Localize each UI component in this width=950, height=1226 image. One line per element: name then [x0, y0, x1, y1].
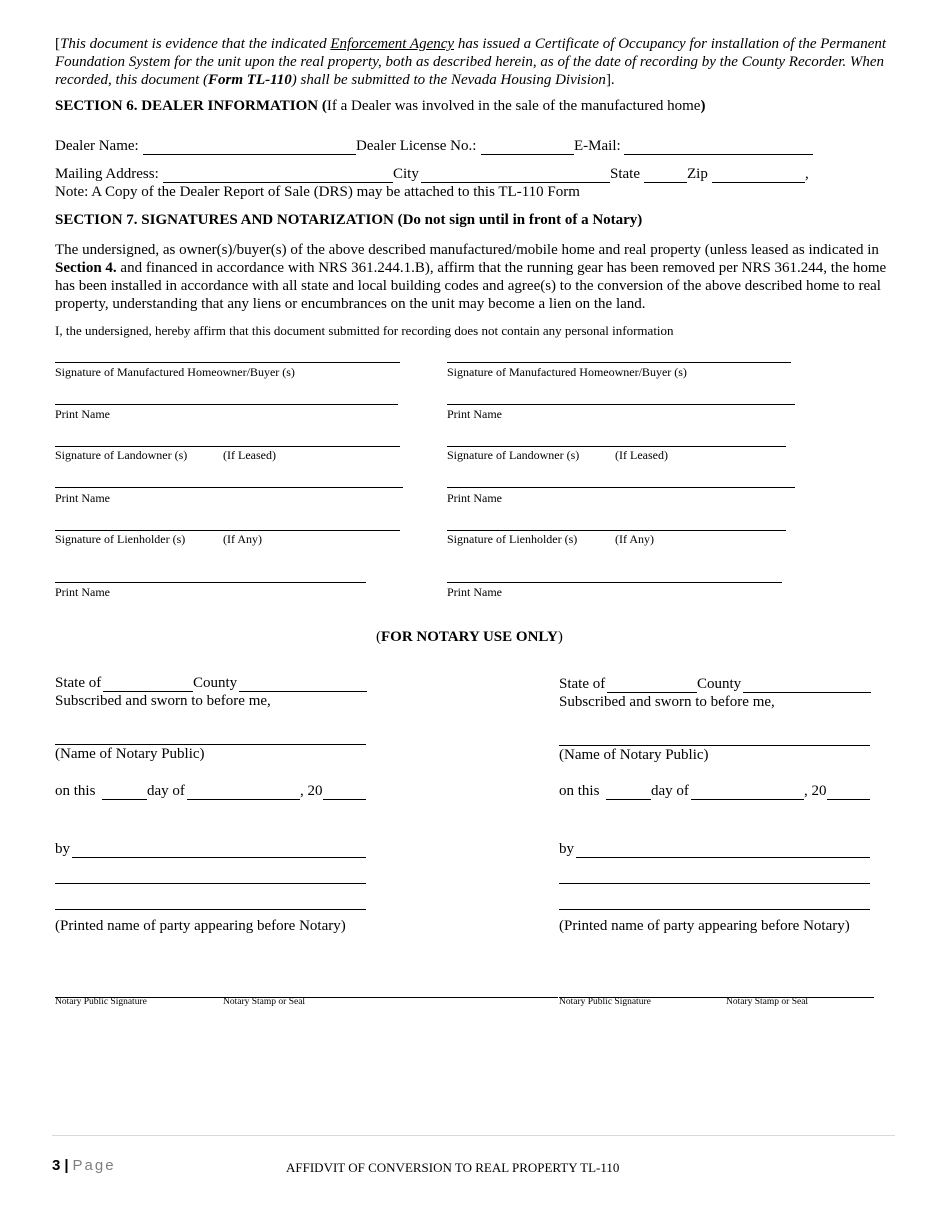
personal-info-affirmation: I, the undersigned, hereby affirm that this document submitted for recording does not contain any personal information — [55, 323, 674, 338]
notary-heading — [376, 629, 563, 646]
lienholder-print-line-right[interactable] — [447, 582, 782, 583]
notary-name-label-right: (Name of Notary Public) — [559, 747, 709, 763]
landowner-print-line-right[interactable] — [447, 487, 795, 488]
homeowner-print-line-left[interactable] — [55, 404, 398, 405]
zip-label: Zip — [687, 166, 708, 182]
homeowner-signature-label-left: Signature of Manufactured Homeowner/Buyer (s) — [55, 365, 295, 379]
year-prefix-left: , 20 — [300, 783, 323, 799]
intro-close-bracket: ]. — [605, 72, 615, 88]
notary-heading-text: FOR NOTARY USE ONLY — [381, 629, 558, 645]
day-of-label-left: day of — [147, 783, 185, 799]
lienholder-signature-line-right[interactable] — [447, 530, 786, 531]
county-label-left: County — [193, 675, 238, 691]
section7-para-a: The undersigned, as owner(s)/buyer(s) of the above described manufactured/mobile home and real property (unless leased as indicated in — [55, 242, 879, 258]
notary-signature-label-left: Notary Public Signature — [55, 997, 147, 1007]
year-prefix-right: , 20 — [804, 783, 827, 799]
homeowner-print-label-left: Print Name — [55, 407, 110, 421]
state-of-label-right: State of — [559, 676, 606, 692]
section4-ref: Section 4. — [55, 260, 117, 276]
state-of-field-right[interactable] — [607, 692, 697, 693]
mailing-address-field[interactable] — [163, 182, 393, 183]
lienholder-print-line-left[interactable] — [55, 582, 366, 583]
section7-paragraph — [55, 241, 900, 313]
notary-stamp-label-right: Notary Stamp or Seal — [726, 997, 809, 1007]
if-leased-label-right: (If Leased) — [615, 448, 668, 462]
landowner-signature-label-left: Signature of Landowner (s) — [55, 448, 188, 462]
intro-text-a: This document is evidence that the indicated — [60, 36, 331, 52]
by-field-left[interactable] — [72, 857, 366, 858]
notary-heading-open: ( — [376, 629, 381, 645]
footer-title: AFFIDVIT OF CONVERSION TO REAL PROPERTY TL-110 — [286, 1160, 620, 1175]
page-number: 3 — [52, 1157, 61, 1174]
footer-rule — [52, 1135, 895, 1136]
zip-field[interactable] — [712, 182, 805, 183]
printed-party-label-right: (Printed name of party appearing before Notary) — [559, 918, 850, 934]
section7-heading: SECTION 7. SIGNATURES AND NOTARIZATION (Do not sign until in front of a Notary) — [55, 212, 643, 228]
landowner-signature-label-right: Signature of Landowner (s) — [447, 448, 580, 462]
homeowner-signature-line-right[interactable] — [447, 362, 791, 363]
dealer-name-label: Dealer Name: — [55, 138, 139, 154]
party-line-2-left[interactable] — [55, 909, 366, 910]
intro-paragraph — [55, 35, 897, 89]
city-label: City — [393, 166, 419, 182]
dealer-license-label: Dealer License No.: — [356, 138, 477, 154]
by-label-right: by — [559, 841, 574, 857]
homeowner-signature-label-right: Signature of Manufactured Homeowner/Buyer (s) — [447, 365, 687, 379]
on-this-label-left: on this — [55, 783, 96, 799]
intro-text-c: ) shall be submitted to the Nevada Housing Division — [291, 72, 606, 88]
county-field-left[interactable] — [239, 691, 367, 692]
lienholder-signature-label-right: Signature of Lienholder (s) — [447, 532, 578, 546]
section6-subtitle: If a Dealer was involved in the sale of the manufactured home — [326, 98, 701, 114]
notary-stamp-label-left: Notary Stamp or Seal — [223, 997, 306, 1007]
email-field[interactable] — [624, 154, 813, 155]
state-of-field-left[interactable] — [103, 691, 193, 692]
section7-para-b: and financed in accordance with NRS 361.244.1.B), affirm that the running gear has been removed per NRS 361.244, the home has been installed in accordance with all state and local building codes and agree(s) to the conversion of the above described home to real property, understanding that any liens or encumbrances on the unit may become a lien on the land. — [55, 260, 887, 312]
intro-open-bracket: [ — [55, 36, 60, 52]
by-label-left: by — [55, 841, 70, 857]
section6-close-paren: ) — [700, 98, 706, 114]
day-field-left[interactable] — [102, 799, 147, 800]
by-field-right[interactable] — [576, 857, 870, 858]
landowner-signature-line-right[interactable] — [447, 446, 786, 447]
notary-name-line-left[interactable] — [55, 744, 366, 745]
county-field-right[interactable] — [743, 692, 871, 693]
homeowner-print-label-right: Print Name — [447, 407, 502, 421]
drs-note: Note: A Copy of the Dealer Report of Sale (DRS) may be attached to this TL-110 Form — [55, 184, 580, 200]
if-leased-label-left: (If Leased) — [223, 448, 276, 462]
landowner-print-label-left: Print Name — [55, 491, 110, 505]
if-any-label-left: (If Any) — [223, 532, 262, 546]
lienholder-print-label-right: Print Name — [447, 585, 502, 599]
on-this-label-right: on this — [559, 783, 600, 799]
year-field-left[interactable] — [323, 799, 366, 800]
state-label: State — [610, 166, 640, 182]
month-field-left[interactable] — [187, 799, 300, 800]
intro-text-b: has issued a Certificate of Occupancy for installation of the Permanent Foundation System for the unit upon the real property, both as described herein, as of the date of recording by the County Recorder. When recorded, this document ( — [55, 36, 887, 88]
form-number-text: Form TL-110 — [208, 72, 292, 88]
lienholder-print-label-left: Print Name — [55, 585, 110, 599]
subscribed-text-left: Subscribed and sworn to before me, — [55, 693, 271, 709]
notary-signature-label-right: Notary Public Signature — [559, 997, 651, 1007]
city-field[interactable] — [421, 182, 610, 183]
printed-party-label-left: (Printed name of party appearing before Notary) — [55, 918, 346, 934]
notary-divider-mid — [375, 997, 558, 998]
landowner-signature-line-left[interactable] — [55, 446, 400, 447]
day-field-right[interactable] — [606, 799, 651, 800]
state-of-label-left: State of — [55, 675, 102, 691]
page-number-block — [52, 1157, 116, 1175]
enforcement-agency-text: Enforcement Agency — [330, 36, 455, 52]
subscribed-text-right: Subscribed and sworn to before me, — [559, 694, 775, 710]
day-of-label-right: day of — [651, 783, 689, 799]
if-any-label-right: (If Any) — [615, 532, 654, 546]
page-separator: | — [64, 1157, 69, 1174]
zip-comma: , — [805, 166, 809, 182]
landowner-print-label-right: Print Name — [447, 491, 502, 505]
mailing-address-label: Mailing Address: — [55, 166, 159, 182]
notary-name-label-left: (Name of Notary Public) — [55, 746, 205, 762]
year-field-right[interactable] — [827, 799, 870, 800]
page-word: Page — [72, 1157, 116, 1174]
lienholder-signature-line-left[interactable] — [55, 530, 400, 531]
homeowner-print-line-right[interactable] — [447, 404, 795, 405]
county-label-right: County — [697, 676, 742, 692]
dealer-license-field[interactable] — [481, 154, 574, 155]
state-field[interactable] — [644, 182, 687, 183]
section6-heading — [55, 98, 705, 115]
dealer-name-field[interactable] — [143, 154, 356, 155]
party-line-1-left[interactable] — [55, 883, 366, 884]
party-line-1-right[interactable] — [559, 883, 870, 884]
notary-heading-close: ) — [557, 629, 563, 645]
homeowner-signature-line-left[interactable] — [55, 362, 400, 363]
lienholder-signature-label-left: Signature of Lienholder (s) — [55, 532, 186, 546]
party-line-2-right[interactable] — [559, 909, 870, 910]
landowner-print-line-left[interactable] — [55, 487, 403, 488]
section6-title: SECTION 6. DEALER INFORMATION ( — [55, 98, 327, 114]
month-field-right[interactable] — [691, 799, 804, 800]
notary-name-line-right[interactable] — [559, 745, 870, 746]
email-label: E-Mail: — [574, 138, 621, 154]
